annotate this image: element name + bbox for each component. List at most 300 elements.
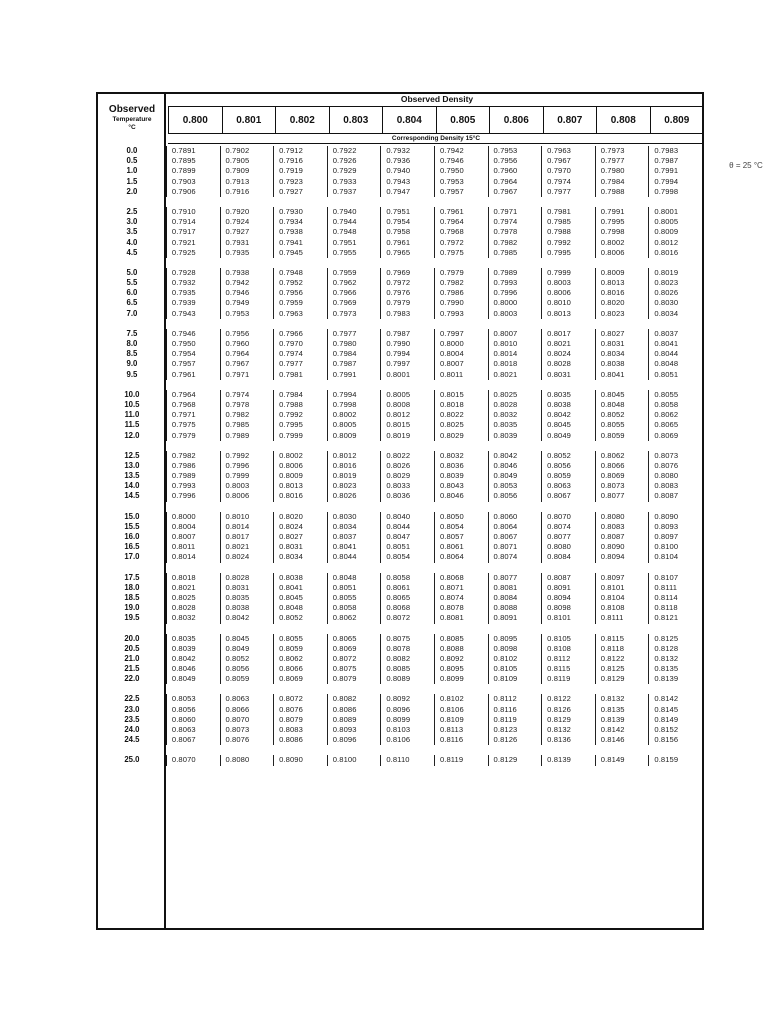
temperature-cell: 21.5 bbox=[124, 664, 140, 674]
density-cell: 0.8045 bbox=[221, 634, 275, 644]
density-cell: 0.8030 bbox=[328, 512, 382, 522]
density-cell: 0.8027 bbox=[274, 532, 328, 542]
density-cell: 0.7964 bbox=[221, 349, 275, 359]
density-cell: 0.7920 bbox=[221, 207, 275, 217]
density-cell: 0.7979 bbox=[381, 298, 435, 308]
table-row bbox=[98, 177, 702, 187]
density-cell: 0.8142 bbox=[654, 694, 679, 704]
temperature-cell: 5.5 bbox=[126, 278, 138, 288]
density-cell: 0.8074 bbox=[489, 552, 543, 562]
density-cell: 0.8079 bbox=[328, 674, 382, 684]
table-row bbox=[98, 694, 702, 704]
density-cell: 0.7949 bbox=[221, 298, 275, 308]
density-cell: 0.8081 bbox=[489, 583, 543, 593]
density-cell: 0.7935 bbox=[221, 248, 275, 258]
density-cell: 0.7981 bbox=[542, 207, 596, 217]
density-cell: 0.8149 bbox=[654, 714, 679, 724]
table-row bbox=[98, 471, 702, 481]
density-cell: 0.7984 bbox=[328, 349, 382, 359]
density-cell: 0.8086 bbox=[274, 735, 328, 745]
density-cell: 0.7974 bbox=[489, 217, 543, 227]
density-cell: 0.7982 bbox=[435, 278, 489, 288]
column-header: 0.801 bbox=[223, 107, 277, 133]
density-cell: 0.8087 bbox=[542, 573, 596, 583]
density-cell: 0.8028 bbox=[542, 359, 596, 369]
column-header: 0.804 bbox=[383, 107, 437, 133]
temperature-cell: 13.5 bbox=[124, 471, 140, 481]
row-group bbox=[98, 207, 702, 258]
density-cell: 0.7930 bbox=[274, 207, 328, 217]
density-cell: 0.7977 bbox=[328, 329, 382, 339]
density-cell: 0.8121 bbox=[654, 613, 679, 623]
table-row bbox=[98, 339, 702, 349]
density-cell: 0.8056 bbox=[167, 705, 221, 715]
table-row bbox=[98, 542, 702, 552]
density-cell: 0.8032 bbox=[167, 613, 221, 623]
density-cell: 0.8112 bbox=[489, 694, 543, 704]
density-cell: 0.8011 bbox=[167, 542, 221, 552]
density-cell: 0.8118 bbox=[654, 603, 678, 613]
density-cell: 0.7961 bbox=[435, 207, 489, 217]
density-cell: 0.8080 bbox=[542, 542, 596, 552]
density-cell: 0.8042 bbox=[221, 613, 275, 623]
density-cell: 0.7993 bbox=[167, 481, 221, 491]
density-cell: 0.8091 bbox=[489, 613, 543, 623]
density-cell: 0.8065 bbox=[328, 634, 382, 644]
density-cell: 0.8052 bbox=[221, 654, 275, 664]
temperature-cell: 13.0 bbox=[124, 460, 140, 470]
density-cell: 0.8009 bbox=[328, 431, 382, 441]
table-row bbox=[98, 451, 702, 461]
density-cell: 0.8005 bbox=[328, 420, 382, 430]
density-cell: 0.7990 bbox=[435, 298, 489, 308]
density-cell: 0.7966 bbox=[274, 329, 328, 339]
density-cell: 0.8006 bbox=[274, 461, 328, 471]
density-cell: 0.8111 bbox=[654, 582, 678, 592]
table-row bbox=[98, 400, 702, 410]
density-cell: 0.7963 bbox=[542, 146, 596, 156]
density-cell: 0.8046 bbox=[167, 664, 221, 674]
density-cell: 0.8122 bbox=[596, 654, 650, 664]
density-cell: 0.7929 bbox=[328, 166, 382, 176]
density-cell: 0.8116 bbox=[489, 705, 543, 715]
table-row bbox=[98, 522, 702, 532]
density-cell: 0.8032 bbox=[489, 410, 543, 420]
table-row bbox=[98, 552, 702, 562]
density-cell: 0.7992 bbox=[274, 410, 328, 420]
density-cell: 0.8019 bbox=[328, 471, 382, 481]
density-cell: 0.8065 bbox=[654, 420, 679, 430]
density-cell: 0.8073 bbox=[654, 450, 679, 460]
density-cell: 0.7912 bbox=[274, 146, 328, 156]
density-cell: 0.8034 bbox=[274, 552, 328, 562]
column-header: 0.809 bbox=[664, 114, 690, 126]
density-cell: 0.7974 bbox=[274, 349, 328, 359]
density-cell: 0.8092 bbox=[435, 654, 489, 664]
density-cell: 0.8126 bbox=[489, 735, 543, 745]
density-cell: 0.7964 bbox=[435, 217, 489, 227]
density-cell: 0.7998 bbox=[596, 227, 650, 237]
density-cell: 0.7982 bbox=[489, 238, 543, 248]
density-cell: 0.8006 bbox=[596, 248, 650, 258]
density-cell: 0.7943 bbox=[381, 177, 435, 187]
temperature-cell: 8.0 bbox=[126, 339, 138, 348]
density-cell: 0.7998 bbox=[328, 400, 382, 410]
density-cell: 0.7946 bbox=[221, 288, 275, 298]
density-cell: 0.8048 bbox=[596, 400, 650, 410]
density-cell: 0.8044 bbox=[654, 349, 679, 359]
density-cell: 0.8004 bbox=[435, 349, 489, 359]
temperature-cell: 19.5 bbox=[124, 613, 140, 623]
density-cell: 0.8018 bbox=[435, 400, 489, 410]
density-cell: 0.8125 bbox=[654, 633, 679, 643]
density-cell: 0.8132 bbox=[542, 725, 596, 735]
density-cell: 0.7960 bbox=[489, 166, 543, 176]
density-cell: 0.7952 bbox=[274, 278, 328, 288]
density-cell: 0.8063 bbox=[221, 694, 275, 704]
density-cell: 0.8156 bbox=[654, 735, 679, 745]
density-cell: 0.8102 bbox=[489, 654, 543, 664]
temperature-cell: 11.0 bbox=[124, 410, 140, 420]
density-cell: 0.7997 bbox=[435, 329, 489, 339]
density-cell: 0.8123 bbox=[489, 725, 543, 735]
density-cell: 0.8055 bbox=[596, 420, 650, 430]
density-cell: 0.7991 bbox=[654, 166, 679, 176]
density-cell: 0.8028 bbox=[489, 400, 543, 410]
table-row bbox=[98, 187, 702, 197]
density-cell: 0.7967 bbox=[542, 156, 596, 166]
density-cell: 0.7996 bbox=[221, 461, 275, 471]
table-row bbox=[98, 359, 702, 369]
density-cell: 0.8070 bbox=[167, 755, 221, 765]
density-cell: 0.8006 bbox=[221, 491, 275, 501]
temperature-cell: 5.0 bbox=[126, 267, 138, 277]
density-cell: 0.8037 bbox=[328, 532, 382, 542]
density-cell: 0.8015 bbox=[435, 390, 489, 400]
density-cell: 0.7951 bbox=[328, 238, 382, 248]
density-cell: 0.8043 bbox=[435, 481, 489, 491]
density-cell: 0.8035 bbox=[542, 390, 596, 400]
density-cell: 0.7995 bbox=[596, 217, 650, 227]
density-cell: 0.8061 bbox=[435, 542, 489, 552]
density-cell: 0.8139 bbox=[654, 674, 679, 684]
density-cell: 0.8067 bbox=[489, 532, 543, 542]
density-cell: 0.8051 bbox=[381, 542, 435, 552]
density-cell: 0.8125 bbox=[596, 664, 650, 674]
density-cell: 0.8003 bbox=[221, 481, 275, 491]
density-cell: 0.8016 bbox=[596, 288, 650, 298]
density-cell: 0.8051 bbox=[654, 369, 679, 379]
density-cell: 0.7958 bbox=[381, 227, 435, 237]
density-cell: 0.8037 bbox=[654, 328, 679, 338]
table-row bbox=[98, 207, 702, 217]
density-cell: 0.7903 bbox=[167, 177, 221, 187]
density-cell: 0.8021 bbox=[221, 542, 275, 552]
density-cell: 0.8034 bbox=[596, 349, 650, 359]
density-cell: 0.8070 bbox=[221, 715, 275, 725]
density-cell: 0.8049 bbox=[489, 471, 543, 481]
temperature-cell: 25.0 bbox=[124, 755, 140, 765]
density-cell: 0.8105 bbox=[542, 634, 596, 644]
density-cell: 0.8119 bbox=[542, 674, 596, 684]
density-cell: 0.8146 bbox=[596, 735, 650, 745]
density-cell: 0.8023 bbox=[596, 309, 650, 319]
temperature-cell: 9.0 bbox=[126, 359, 138, 369]
temperature-cell: 11.5 bbox=[124, 420, 140, 430]
temperature-cell: 10.0 bbox=[124, 389, 140, 399]
density-cell: 0.8056 bbox=[221, 664, 275, 674]
density-cell: 0.7910 bbox=[167, 207, 221, 217]
density-cell: 0.8048 bbox=[274, 603, 328, 613]
density-cell: 0.7931 bbox=[221, 238, 275, 248]
density-cell: 0.7957 bbox=[435, 187, 489, 197]
density-cell: 0.8004 bbox=[167, 522, 221, 532]
density-cell: 0.7986 bbox=[167, 461, 221, 471]
density-cell: 0.7963 bbox=[274, 309, 328, 319]
density-cell: 0.8038 bbox=[274, 573, 328, 583]
density-cell: 0.8009 bbox=[654, 227, 679, 237]
density-cell: 0.7985 bbox=[489, 248, 543, 258]
table-subtitle: Corresponding Density 15°C bbox=[168, 134, 704, 144]
temperature-cell: 0.0 bbox=[126, 146, 138, 155]
temperature-cell: 22.0 bbox=[124, 674, 140, 684]
density-cell: 0.7985 bbox=[542, 217, 596, 227]
density-cell: 0.7906 bbox=[167, 187, 221, 197]
density-cell: 0.8045 bbox=[274, 593, 328, 603]
density-cell: 0.8041 bbox=[328, 542, 382, 552]
density-cell: 0.8099 bbox=[381, 715, 435, 725]
density-cell: 0.7899 bbox=[167, 166, 221, 176]
density-cell: 0.8003 bbox=[542, 278, 596, 288]
density-cell: 0.8101 bbox=[596, 583, 650, 593]
density-cell: 0.8046 bbox=[489, 461, 543, 471]
density-cell: 0.8083 bbox=[596, 522, 650, 532]
temperature-cell: 21.0 bbox=[124, 653, 140, 663]
density-cell: 0.7971 bbox=[221, 370, 275, 380]
density-cell: 0.8072 bbox=[328, 654, 382, 664]
table-row bbox=[98, 593, 702, 603]
column-header: 0.808 bbox=[597, 107, 651, 133]
density-cell: 0.8031 bbox=[274, 542, 328, 552]
density-cell: 0.7916 bbox=[274, 156, 328, 166]
density-cell: 0.8097 bbox=[654, 532, 679, 541]
density-cell: 0.7992 bbox=[542, 238, 596, 248]
table-row bbox=[98, 735, 702, 745]
table-row bbox=[98, 370, 702, 380]
temperature-cell: 17.0 bbox=[124, 552, 140, 562]
density-cell: 0.7942 bbox=[435, 146, 489, 156]
density-cell: 0.8066 bbox=[274, 664, 328, 674]
density-cell: 0.8076 bbox=[221, 735, 275, 745]
density-cell: 0.7959 bbox=[274, 298, 328, 308]
density-cell: 0.8080 bbox=[221, 755, 275, 765]
temperature-cell: 6.5 bbox=[126, 298, 138, 308]
row-group bbox=[98, 329, 702, 380]
density-cell: 0.8063 bbox=[167, 725, 221, 735]
density-cell: 0.8058 bbox=[654, 399, 679, 409]
density-cell: 0.8044 bbox=[328, 552, 382, 562]
density-cell: 0.7993 bbox=[489, 278, 543, 288]
density-cell: 0.8058 bbox=[328, 603, 382, 613]
density-cell: 0.8016 bbox=[274, 491, 328, 501]
density-cell: 0.8006 bbox=[542, 288, 596, 298]
density-cell: 0.7982 bbox=[167, 451, 221, 461]
table-row bbox=[98, 481, 702, 491]
density-cell: 0.7938 bbox=[221, 268, 275, 278]
density-cell: 0.8040 bbox=[381, 512, 435, 522]
density-cell: 0.7998 bbox=[654, 186, 679, 196]
density-cell: 0.8082 bbox=[328, 694, 382, 704]
row-group bbox=[98, 390, 702, 441]
density-cell: 0.8112 bbox=[542, 654, 596, 664]
density-cell: 0.7921 bbox=[167, 238, 221, 248]
density-cell: 0.8135 bbox=[596, 705, 650, 715]
density-cell: 0.8053 bbox=[489, 481, 543, 491]
density-cell: 0.8061 bbox=[381, 583, 435, 593]
density-cell: 0.8039 bbox=[435, 471, 489, 481]
density-cell: 0.7964 bbox=[167, 390, 221, 400]
density-cell: 0.7988 bbox=[542, 227, 596, 237]
density-cell: 0.8088 bbox=[435, 644, 489, 654]
density-cell: 0.7994 bbox=[381, 349, 435, 359]
density-cell: 0.8114 bbox=[654, 592, 678, 602]
density-cell: 0.8069 bbox=[274, 674, 328, 684]
temperature-cell: 18.5 bbox=[124, 592, 140, 602]
density-cell: 0.7917 bbox=[167, 227, 221, 237]
temperature-cell: 22.5 bbox=[124, 694, 140, 704]
density-cell: 0.8076 bbox=[274, 705, 328, 715]
density-cell: 0.8041 bbox=[274, 583, 328, 593]
density-cell: 0.7996 bbox=[489, 288, 543, 298]
density-cell: 0.7977 bbox=[542, 187, 596, 197]
temperature-cell: 20.5 bbox=[124, 643, 140, 653]
density-cell: 0.8030 bbox=[654, 298, 679, 308]
density-cell: 0.7995 bbox=[542, 248, 596, 258]
table-row bbox=[98, 288, 702, 298]
temperature-cell: 8.5 bbox=[126, 349, 138, 359]
density-cell: 0.8013 bbox=[596, 278, 650, 288]
density-cell: 0.7980 bbox=[596, 166, 650, 176]
density-cell: 0.7992 bbox=[221, 451, 275, 461]
density-cell: 0.8028 bbox=[167, 603, 221, 613]
density-cell: 0.7969 bbox=[381, 268, 435, 278]
density-cell: 0.8049 bbox=[221, 644, 275, 654]
density-cell: 0.8055 bbox=[654, 389, 679, 399]
table-row bbox=[98, 654, 702, 664]
temperature-cell: 3.5 bbox=[126, 227, 138, 237]
table-row bbox=[98, 238, 702, 248]
density-cell: 0.7937 bbox=[328, 187, 382, 197]
density-cell: 0.8111 bbox=[596, 613, 650, 623]
table-row bbox=[98, 532, 702, 542]
density-cell: 0.8060 bbox=[489, 512, 543, 522]
density-cell: 0.8126 bbox=[542, 705, 596, 715]
density-cell: 0.7969 bbox=[328, 298, 382, 308]
density-cell: 0.8095 bbox=[435, 664, 489, 674]
density-cell: 0.8075 bbox=[381, 634, 435, 644]
density-cell: 0.7936 bbox=[381, 156, 435, 166]
density-cell: 0.8009 bbox=[596, 268, 650, 278]
density-cell: 0.8129 bbox=[596, 674, 650, 684]
row-group bbox=[98, 755, 702, 765]
density-cell: 0.8135 bbox=[654, 664, 679, 674]
table-row bbox=[98, 603, 702, 613]
density-cell: 0.8038 bbox=[542, 400, 596, 410]
density-cell: 0.8063 bbox=[542, 481, 596, 491]
density-cell: 0.8034 bbox=[654, 308, 679, 318]
density-cell: 0.8119 bbox=[435, 755, 489, 765]
density-cell: 0.8055 bbox=[274, 634, 328, 644]
density-cell: 0.8058 bbox=[381, 573, 435, 583]
density-cell: 0.7942 bbox=[221, 278, 275, 288]
density-cell: 0.8102 bbox=[435, 694, 489, 704]
density-cell: 0.8010 bbox=[489, 339, 543, 349]
density-cell: 0.8031 bbox=[596, 339, 650, 349]
density-cell: 0.7964 bbox=[489, 177, 543, 187]
density-cell: 0.7977 bbox=[274, 359, 328, 369]
density-cell: 0.7974 bbox=[221, 390, 275, 400]
temperature-cell: 9.5 bbox=[126, 369, 138, 379]
density-cell: 0.7932 bbox=[167, 278, 221, 288]
density-cell: 0.8024 bbox=[542, 349, 596, 359]
density-cell: 0.8128 bbox=[654, 643, 679, 653]
density-cell: 0.8072 bbox=[274, 694, 328, 704]
density-cell: 0.8001 bbox=[654, 206, 679, 216]
density-cell: 0.8115 bbox=[596, 634, 650, 644]
density-cell: 0.7940 bbox=[381, 166, 435, 176]
density-cell: 0.7953 bbox=[489, 146, 543, 156]
density-cell: 0.7988 bbox=[596, 187, 650, 197]
density-cell: 0.8068 bbox=[435, 573, 489, 583]
density-cell: 0.8012 bbox=[654, 237, 679, 247]
table-row bbox=[98, 755, 702, 765]
density-cell: 0.7951 bbox=[381, 207, 435, 217]
table-row bbox=[98, 634, 702, 644]
table-row bbox=[98, 674, 702, 684]
density-cell: 0.8098 bbox=[489, 644, 543, 654]
density-cell: 0.8012 bbox=[328, 451, 382, 461]
table-row bbox=[98, 298, 702, 308]
density-cell: 0.7891 bbox=[167, 146, 221, 156]
density-cell: 0.8026 bbox=[654, 288, 679, 298]
density-cell: 0.7966 bbox=[328, 288, 382, 298]
table-row bbox=[98, 166, 702, 176]
density-cell: 0.7988 bbox=[274, 400, 328, 410]
density-cell: 0.8017 bbox=[542, 329, 596, 339]
density-cell: 0.8042 bbox=[167, 654, 221, 664]
density-cell: 0.7967 bbox=[489, 187, 543, 197]
table-row bbox=[98, 573, 702, 583]
density-cell: 0.7987 bbox=[381, 329, 435, 339]
density-cell: 0.8025 bbox=[489, 390, 543, 400]
table-row bbox=[98, 664, 702, 674]
density-cell: 0.8012 bbox=[381, 410, 435, 420]
density-cell: 0.8036 bbox=[435, 461, 489, 471]
temperature-cell: 2.0 bbox=[126, 186, 138, 196]
density-cell: 0.8077 bbox=[489, 573, 543, 583]
density-cell: 0.8022 bbox=[435, 410, 489, 420]
density-cell: 0.7945 bbox=[274, 248, 328, 258]
column-header: 0.807 bbox=[544, 107, 598, 133]
density-cell: 0.8038 bbox=[221, 603, 275, 613]
temperature-cell: 23.0 bbox=[124, 704, 140, 714]
density-cell: 0.8108 bbox=[596, 603, 650, 613]
density-cell: 0.8087 bbox=[654, 491, 679, 501]
density-cell: 0.8014 bbox=[489, 349, 543, 359]
density-cell: 0.7954 bbox=[381, 217, 435, 227]
density-cell: 0.8007 bbox=[435, 359, 489, 369]
row-group bbox=[98, 573, 702, 624]
